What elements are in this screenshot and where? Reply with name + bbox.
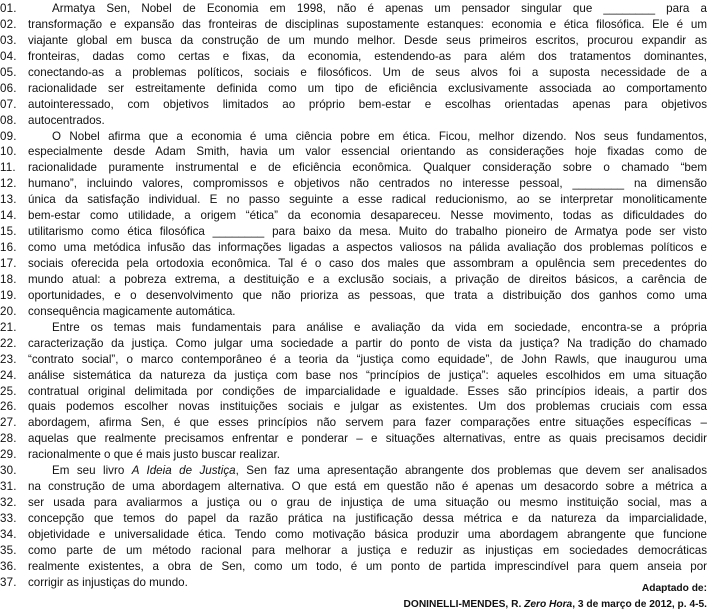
line-number: 25.	[0, 384, 17, 398]
line-number: 22.	[0, 336, 17, 350]
line-number: 05.	[0, 65, 17, 79]
line-number: 30.	[0, 464, 17, 478]
line-number: 36.	[0, 559, 17, 573]
text-line	[0, 49, 717, 65]
line-text: autocentrados.	[28, 113, 105, 127]
line-text: O Nobel afirma que a economia é uma ciência pobre em ética. Ficou, melhor dizendo. Nos seus fundamentos,	[52, 129, 707, 143]
text-line	[0, 288, 717, 304]
line-text: única da satisfação individual. E no passo seguinte a esse radical reducionismo, ao se interpretar monoliticamente	[28, 193, 707, 207]
line-text: “contrato social”, o marco contemporâneo é a teoria da “justiça como equidade”, de John Rawls, que inaugurou uma	[28, 352, 707, 366]
line-number: 33.	[0, 512, 17, 525]
line-text: aquelas que realmente precisamos enfrentar e ponderar – e situações alternativas, entre as quais precisamos decidir	[28, 432, 707, 446]
line-number: 15.	[0, 225, 17, 239]
line-number: 35.	[0, 543, 17, 557]
line-number: 21.	[0, 320, 17, 334]
line-number: 27.	[0, 416, 17, 430]
line-text: realmente existentes, a obra de Sen, como um todo, é um ponto de partida imprescindível para quem anseia por	[28, 559, 707, 573]
line-number: 24.	[0, 368, 17, 382]
text-line	[0, 65, 717, 81]
text-line	[0, 208, 717, 224]
line-number: 09.	[0, 129, 17, 143]
source-publication: Zero Hora	[524, 599, 573, 610]
line-number: 03.	[0, 33, 17, 47]
line-text: ser usada para avaliarmos a justiça ou o grau de injustiça de uma situação ou mesmo instituição social, mas a	[28, 496, 707, 510]
line-text: concepção que temos do papel da razão prática na justificação dessa métrica e da natureza da imparcialidade,	[28, 512, 707, 525]
line-number: 11.	[0, 161, 16, 175]
line-text: viajante global em busca da construção de um mundo melhor. Desde seus primeiros escritos, procurou expandir as	[28, 33, 707, 47]
line-number: 17.	[0, 257, 17, 270]
line-text: racionalidade puramente instrumental e de eficiência econômica. Qualquer consideração sobre o chamado “bem	[28, 161, 707, 175]
line-text: bem-estar como utilidade, a origem “ética” da economia desapareceu. Nesse movimento, todas as dificuldades do	[28, 209, 707, 223]
text-line	[0, 224, 717, 240]
line-number: 10.	[0, 145, 17, 159]
line-text: abordagem, afirma Sen, é que esses princípios não servem para fazer comparações entre situações específicas –	[28, 416, 707, 430]
line-number: 28.	[0, 432, 17, 446]
line-text: transformação e expansão das fronteiras de disciplinas supostamente estanques: economia e ética filosófica. Ele é um	[28, 17, 707, 31]
text-line	[0, 81, 717, 97]
line-text: utilitarismo como ética filosófica ________ para baixo da mesa. Muito do trabalho pioneiro de Armatya pode ser visto	[28, 225, 707, 239]
text-line	[0, 129, 717, 145]
source-citation	[404, 598, 707, 611]
line-text: oportunidades, e o desenvolvimento que não prioriza as pessoas, que trata a distribuição dos ganhos como uma	[28, 288, 707, 302]
text-line	[0, 144, 717, 160]
line-number: 13.	[0, 193, 17, 207]
line-text: humano”, incluindo valores, compromissos e objetivos não centrados no interesse pessoal, ________ na dimensão	[28, 177, 707, 191]
source-date: , 3 de março de 2012, p. 4-5.	[572, 599, 707, 610]
text-line	[0, 336, 717, 352]
line-number: 12.	[0, 177, 17, 191]
text-line	[0, 256, 717, 272]
text-line	[0, 304, 717, 320]
line-number: 02.	[0, 17, 17, 31]
line-text: mundo atual: a pobreza extrema, a destituição e a exclusão sociais, a privação de direitos básicos, a carência de	[28, 272, 707, 286]
line-number: 18.	[0, 272, 17, 286]
numbered-text	[0, 1, 717, 591]
line-number: 01.	[0, 2, 17, 15]
text-line	[0, 479, 717, 495]
text-line	[0, 272, 717, 288]
line-number: 14.	[0, 209, 17, 223]
line-text: conectando-as a problemas políticos, sociais e filosóficos. Um de seus alvos foi a suposta necessidade de a	[28, 65, 707, 79]
line-text: racionalmente o que é mais justo buscar realizar.	[28, 448, 280, 462]
line-number: 16.	[0, 241, 17, 255]
line-text-part: Em seu livro	[52, 464, 132, 478]
line-text	[28, 463, 707, 479]
line-text: fronteiras, dadas como certas e fixas, da economia, estendendo-as para além dos tratamentos dominantes,	[28, 49, 707, 63]
line-text: caracterização da justiça. Como julgar uma sociedade a partir do ponto de vista da justiça? Na tradição do chamado	[28, 336, 707, 350]
text-line	[0, 511, 717, 527]
text-line	[0, 559, 717, 575]
text-line	[0, 384, 717, 400]
text-line	[0, 543, 717, 559]
line-text: como uma metódica infusão das informações ligadas a aspectos valiosos na pálida avaliação dos problemas políticos e	[28, 241, 707, 255]
text-line	[0, 399, 717, 415]
book-title: A Ideia de Justiça	[131, 464, 236, 478]
line-text: como parte de um método racional para melhorar a justiça e reduzir as injustiças em sociedades democráticas	[28, 543, 707, 557]
line-text: quais podemos escolher novas instituições sociais e julgar as existentes. Um dos problemas cruciais com essa	[28, 400, 707, 414]
line-number: 20.	[0, 304, 17, 318]
line-number: 37.	[0, 575, 17, 589]
line-text: na construção de uma abordagem alternativa. O que está em questão não é apenas um desacordo sobre a métrica a	[28, 480, 707, 494]
line-text: análise sistemática da natureza da justiça com base nos “princípios de justiça”: aqueles escolhidos em uma situação	[28, 368, 707, 382]
line-text-part: , Sen faz uma apresentação abrangente dos problemas que devem ser analisados	[235, 464, 707, 478]
text-line	[0, 240, 717, 256]
text-line	[0, 447, 717, 463]
line-number: 29.	[0, 448, 17, 462]
text-line	[0, 575, 717, 591]
line-text: sociais oferecida pela ortodoxia econômica. Tal é o caso dos males que assombram a opulência sem precedentes do	[28, 257, 707, 270]
line-text: consequência magicamente automática.	[28, 304, 236, 318]
text-line	[0, 320, 717, 336]
line-number: 34.	[0, 527, 17, 541]
text-line	[0, 463, 717, 479]
line-text: especialmente desde Adam Smith, havia um valor essencial orientando as considerações hoje fixadas como de	[28, 145, 707, 159]
text-line	[0, 431, 717, 447]
source-author: DONINELLI-MENDES, R.	[403, 599, 525, 610]
line-text: Entre os temas mais fundamentais para análise e avaliação da vida em sociedade, encontra-se a própria	[52, 320, 707, 334]
line-number: 08.	[0, 113, 17, 127]
source-adapted-label: Adaptado de:	[641, 583, 707, 594]
text-line	[0, 160, 717, 176]
line-text: objetividade e universalidade ética. Tendo como motivação básica produzir uma abordagem abrangente que funcione	[28, 527, 707, 541]
line-text: Armatya Sen, Nobel de Economia em 1998, não é apenas um pensador singular que ________ para a	[52, 2, 707, 15]
text-line	[0, 17, 717, 33]
line-number: 04.	[0, 49, 17, 63]
text-line	[0, 368, 717, 384]
line-text: contratual original delimitada por condições de imparcialidade e igualdade. Esses são princípios ideais, a partir dos	[28, 384, 707, 398]
text-line	[0, 527, 717, 543]
line-number: 06.	[0, 81, 17, 95]
line-number: 31.	[0, 480, 17, 494]
line-text: racionalidade ser estreitamente definida como um tipo de eficiência exclusivamente associada ao comportamento	[28, 81, 707, 95]
line-number: 32.	[0, 496, 17, 510]
text-line	[0, 415, 717, 431]
text-line	[0, 192, 717, 208]
line-text: autointeressado, com objetivos limitados ao próprio bem-estar e escolhas orientadas apenas para objetivos	[28, 97, 707, 111]
text-line	[0, 352, 717, 368]
line-number: 19.	[0, 288, 17, 302]
text-line	[0, 1, 717, 17]
text-line	[0, 495, 717, 511]
text-line	[0, 97, 717, 113]
line-number: 07.	[0, 97, 17, 111]
line-number: 23.	[0, 352, 17, 366]
text-line	[0, 176, 717, 192]
line-text: corrigir as injustiças do mundo.	[28, 575, 188, 589]
text-line	[0, 113, 717, 129]
text-line	[0, 33, 717, 49]
line-number: 26.	[0, 400, 17, 414]
